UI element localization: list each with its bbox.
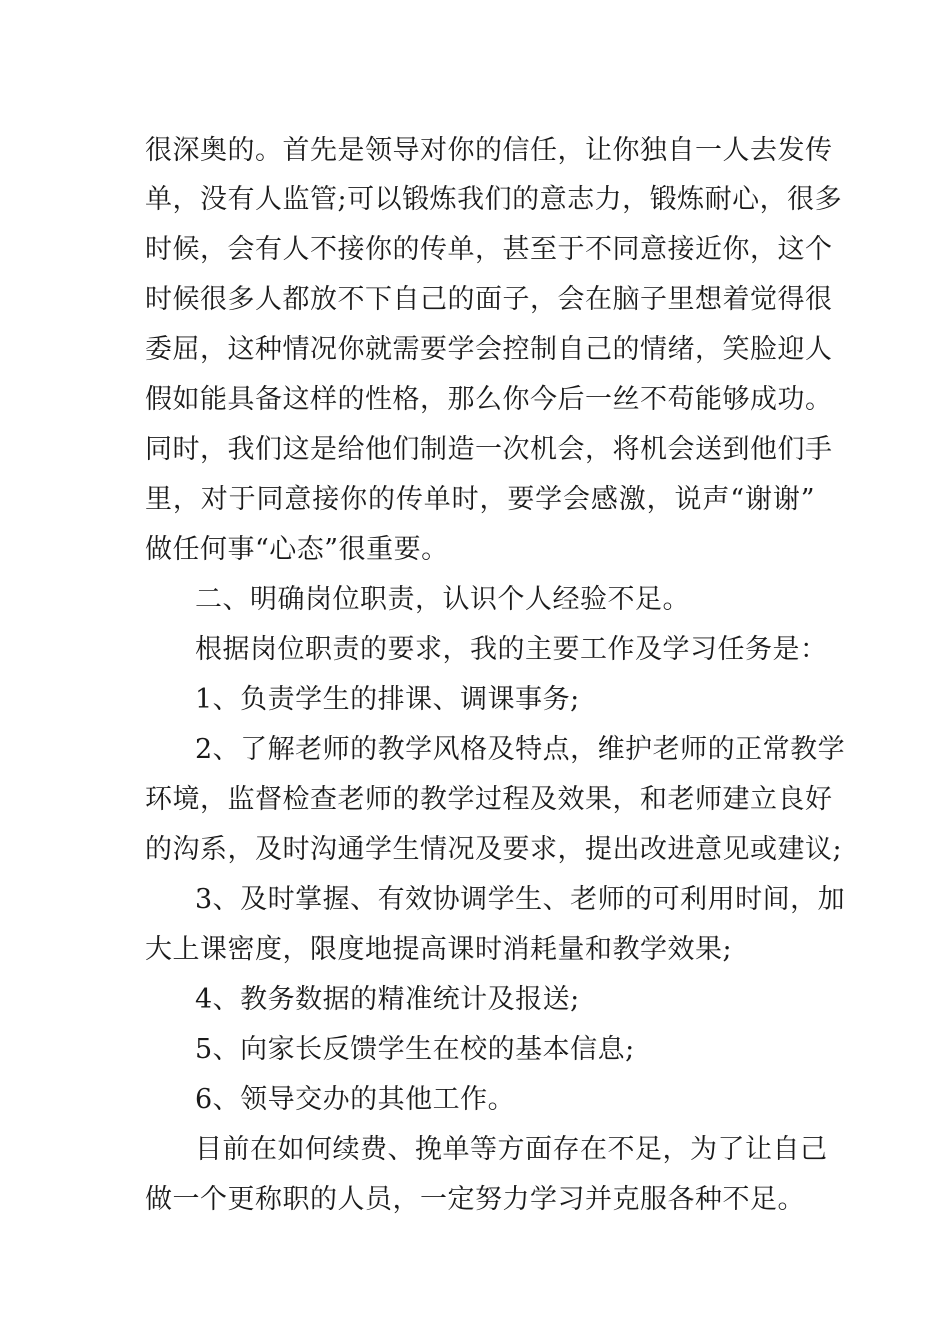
list-item: 2、了解老师的教学风格及特点，维护老师的正常教学 [195, 734, 846, 765]
text-line: 根据岗位职责的要求，我的主要工作及学习任务是： [195, 634, 828, 665]
text-line: 很深奥的。首先是领导对你的信任，让你独自一人去发传 [145, 135, 833, 166]
list-item: 3、及时掌握、有效协调学生、老师的可利用时间，加 [195, 884, 846, 915]
text-line: 时候很多人都放不下自己的面子，会在脑子里想着觉得很 [145, 284, 833, 315]
list-item: 1、负责学生的排课、调课事务; [195, 684, 580, 715]
text-line: 假如能具备这样的性格，那么你今后一丝不苟能够成功。 [145, 384, 833, 415]
text-line: 里，对于同意接你的传单时，要学会感激，说声“谢谢” [145, 484, 815, 515]
text-line: 同时，我们这是给他们制造一次机会，将机会送到他们手 [145, 434, 833, 465]
text-line: 做一个更称职的人员，一定努力学习并克服各种不足。 [145, 1184, 805, 1215]
text-line: 单，没有人监管;可以锻炼我们的意志力，锻炼耐心，很多 [145, 184, 843, 215]
list-item: 6、领导交办的其他工作。 [195, 1084, 516, 1115]
list-item: 4、教务数据的精准统计及报送; [195, 984, 580, 1015]
text-line: 做任何事“心态”很重要。 [145, 534, 449, 565]
section-heading: 二、明确岗位职责，认识个人经验不足。 [195, 584, 690, 615]
text-line: 时候，会有人不接你的传单，甚至于不同意接近你，这个 [145, 234, 833, 265]
list-item: 5、向家长反馈学生在校的基本信息; [195, 1034, 635, 1065]
text-line: 目前在如何续费、挽单等方面存在不足，为了让自己 [195, 1134, 828, 1165]
text-line: 大上课密度，限度地提高课时消耗量和教学效果; [145, 934, 733, 965]
text-line: 的沟系，及时沟通学生情况及要求，提出改进意见或建议; [145, 834, 843, 865]
text-line: 环境，监督检查老师的教学过程及效果，和老师建立良好 [145, 784, 833, 815]
text-line: 委屈，这种情况你就需要学会控制自己的情绪，笑脸迎人 [145, 334, 833, 365]
